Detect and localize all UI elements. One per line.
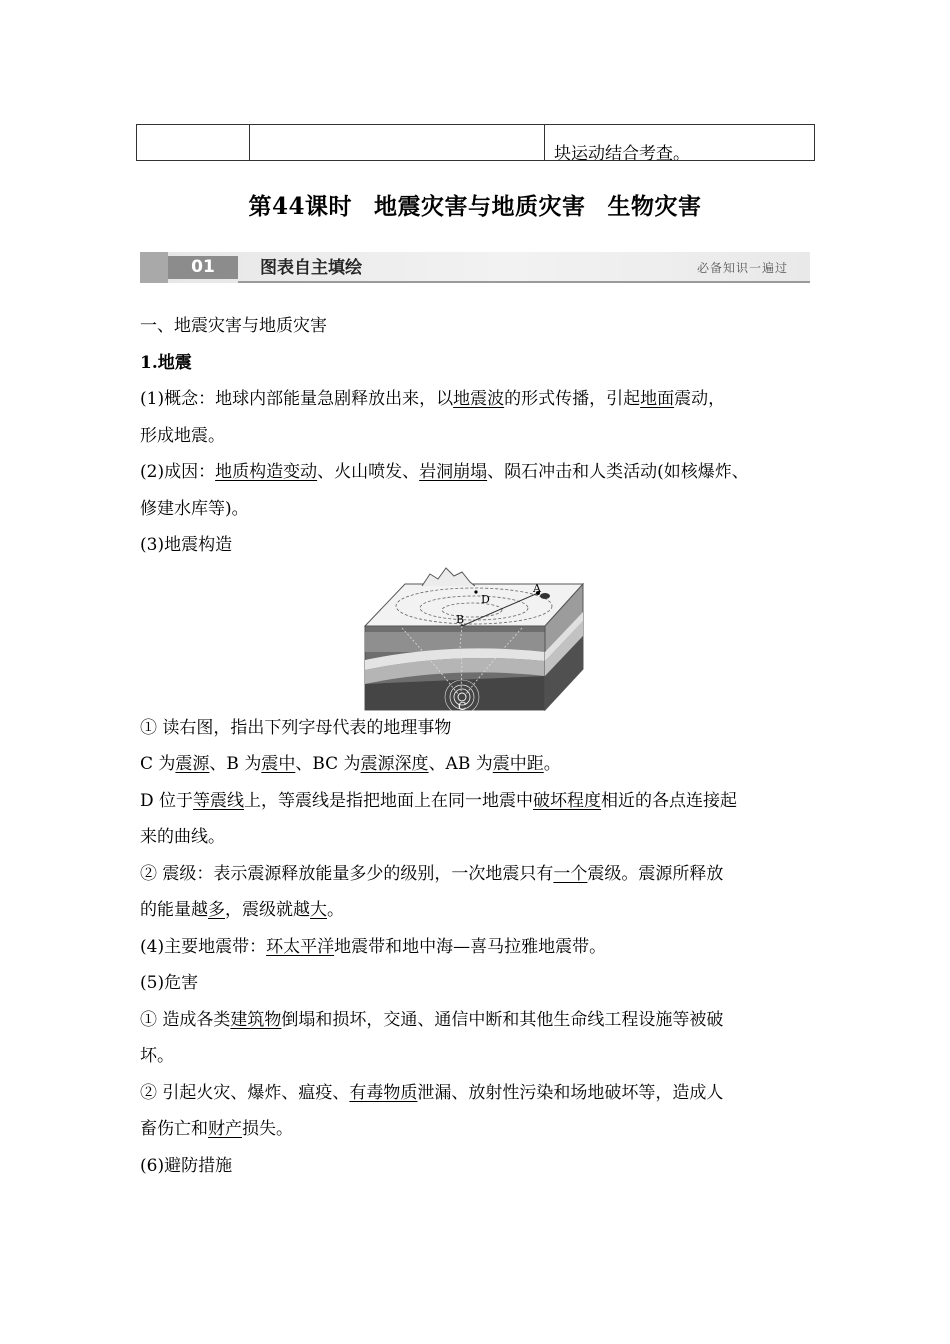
concept-line-2: 形成地震。 <box>140 425 225 446</box>
harm-line-1b: 坏。 <box>140 1046 174 1066</box>
magnitude-line-2: 的能量越多，震级就越大。 <box>140 900 344 920</box>
body-text <box>140 308 830 1184</box>
label-c: C <box>458 700 467 711</box>
isoseismal-line-2: 来的曲线。 <box>140 827 225 847</box>
table-cell-3: 块运动结合考查。 <box>545 125 815 161</box>
earthquake-diagram <box>362 566 587 711</box>
table-cell-2 <box>250 125 545 161</box>
label-d: D <box>481 593 490 606</box>
isoseismal-line: D 位于等震线上，等震线是指把地面上在同一地震中破坏程度相近的各点连接起 <box>140 790 738 811</box>
section-label: 图表自主填绘 <box>260 258 362 278</box>
prevention-heading: (6)避防措施 <box>140 1155 233 1176</box>
table-cell-1 <box>137 125 250 161</box>
top-table <box>136 124 815 161</box>
letters-line: C 为震源、B 为震中、BC 为震源深度、AB 为震中距。 <box>140 754 561 774</box>
cause-line-2: 修建水库等)。 <box>140 498 249 519</box>
page-title: 第44课时 地震灾害与地质灾害 生物灾害 <box>248 193 702 220</box>
section-banner <box>140 252 810 283</box>
magnitude-line: ② 震级：表示震源释放能量多少的级别，一次地震只有一个震级。震源所释放 <box>140 863 724 884</box>
label-b: B <box>456 613 465 626</box>
concept-line: (1)概念：地球内部能量急剧释放出来，以地震波的形式传播，引起地面震动， <box>140 389 726 409</box>
harm-line-2b: 畜伤亡和财产损失。 <box>140 1119 293 1139</box>
harm-heading: (5)危害 <box>140 973 199 993</box>
heading-1: 一、地震灾害与地质灾害 <box>140 316 327 336</box>
harm-line-2: ② 引起火灾、爆炸、瘟疫、有毒物质泄漏、放射性污染和场地破坏等，造成人 <box>140 1082 724 1103</box>
heading-2: 1.地震 <box>140 352 192 373</box>
cause-line: (2)成因：地质构造变动、火山喷发、岩洞崩塌、陨石冲击和人类活动(如核爆炸、 <box>140 462 749 482</box>
section-tagline: 必备知识一遍过 <box>696 261 788 275</box>
structure-heading: (3)地震构造 <box>140 535 233 555</box>
label-a: A <box>533 582 541 595</box>
read-figure-line: ① 读右图，指出下列字母代表的地理事物 <box>140 717 452 738</box>
harm-line-1: ① 造成各类建筑物倒塌和损坏，交通、通信中断和其他生命线工程设施等被破 <box>140 1009 724 1030</box>
belt-line: (4)主要地震带：环太平洋地震带和地中海—喜马拉雅地震带。 <box>140 936 607 957</box>
section-number: 01 <box>168 256 238 279</box>
